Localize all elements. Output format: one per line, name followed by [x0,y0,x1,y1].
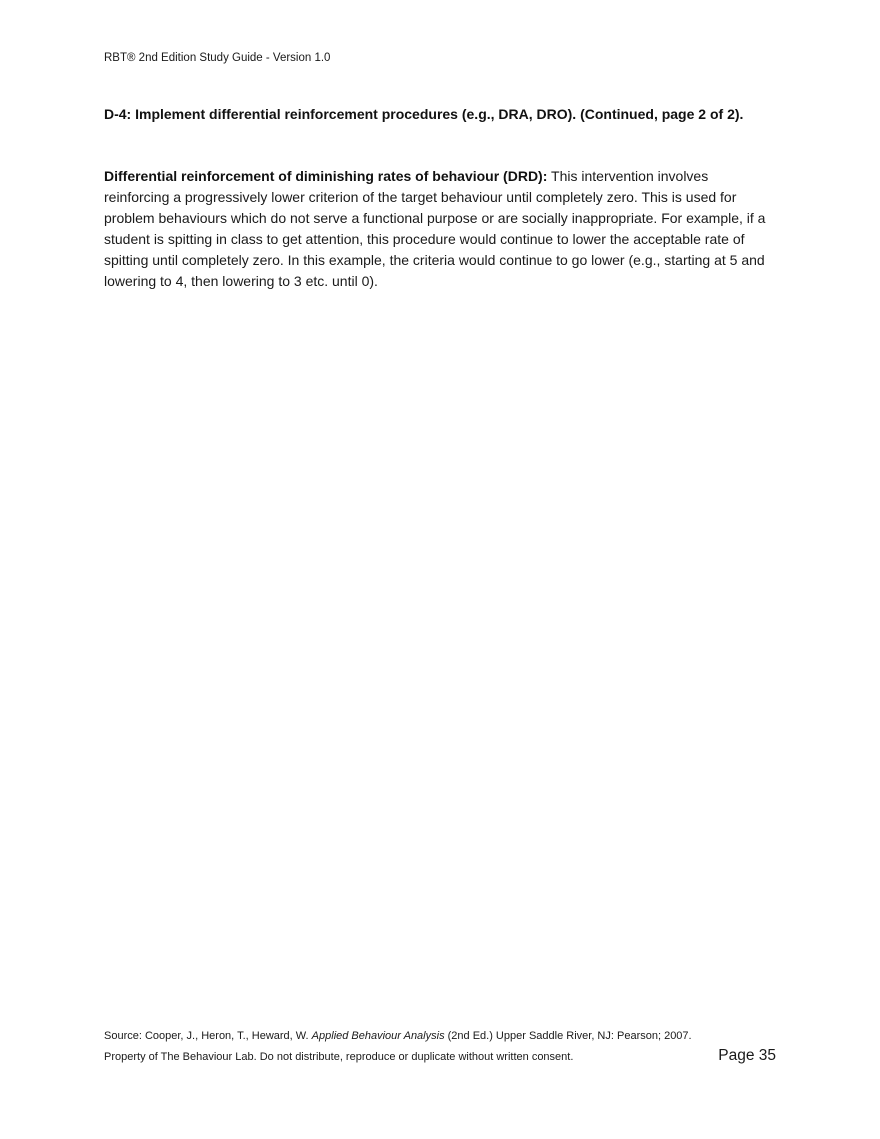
footer-source-prefix: Source: Cooper, J., Heron, T., Heward, W. [104,1030,312,1042]
footer-source-book-title: Applied Behaviour Analysis [311,1030,445,1042]
section-heading: D-4: Implement differential reinforcement procedures (e.g., DRA, DRO). (Continued, page 2 of 2). [104,106,744,122]
footer-source-line [104,1029,804,1043]
running-header: RBT® 2nd Edition Study Guide - Version 1.0 [104,52,331,64]
paragraph-body-text: This intervention involves reinforcing a progressively lower criterion of the target behaviour until completely zero. This is used for problem behaviours which do not serve a functional purpose or are socially inappropriate. For example, if a student is spitting in class to get attention, this procedure would continue to lower the acceptable rate of spitting until completely zero. In this example, the criteria would continue to go lower (e.g., starting at 5 and lowering to 4, then lowering to 3 etc. until 0). [104,168,766,289]
paragraph-lead-bold: Differential reinforcement of diminishing rates of behaviour (DRD): [104,168,548,184]
page-number: Page 35 [718,1047,776,1064]
footer-source-suffix: (2nd Ed.) Upper Saddle River, NJ: Pearson; 2007. [444,1030,692,1042]
footer-bottom-row [104,1044,776,1069]
footer-property-notice: Property of The Behaviour Lab. Do not distribute, reproduce or duplicate without written consent. [104,1051,574,1063]
body-paragraph [104,166,776,292]
